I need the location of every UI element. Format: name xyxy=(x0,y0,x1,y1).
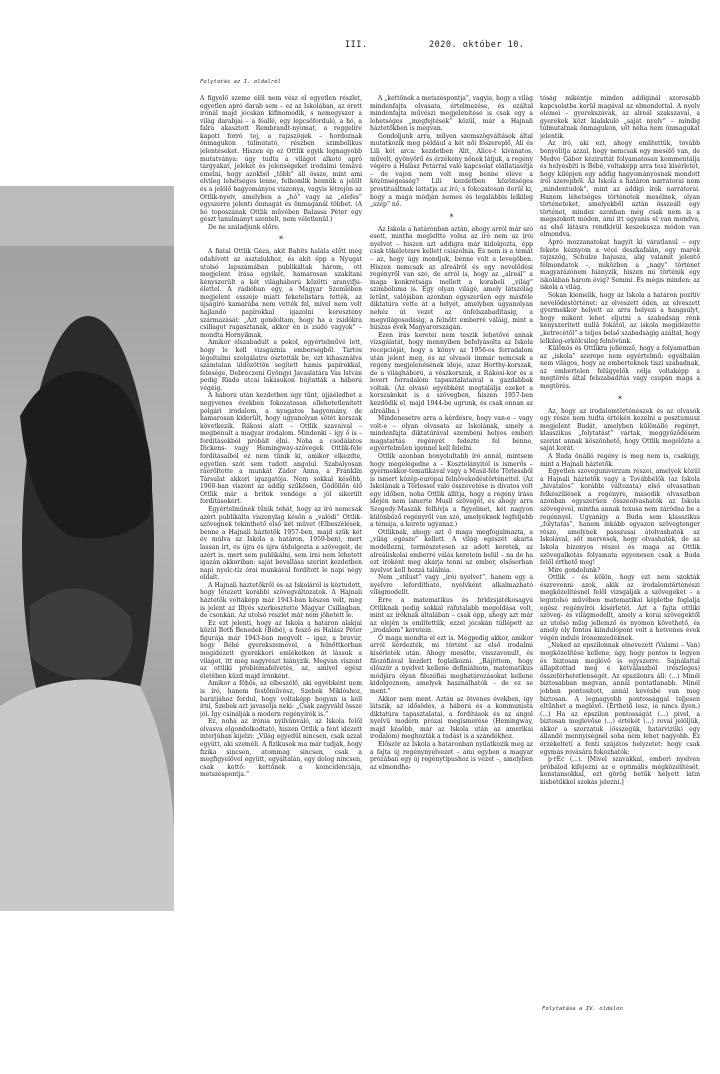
paragraph: Különös és Ottlikra jellemző, hogy a folyamatban az „iskola” szerepe nem egyértelmű: egyáltalán nem világos, hogy az emberteknek tiszi szabadnak, az embertelen felügyelők célja voltaképp a megtörés által felszabadítás vagy csupán maga a megtörés. xyxy=(540,345,700,390)
paragraph: De ne szaladjunk előre. xyxy=(208,223,280,231)
photo-of-person-partial-icon xyxy=(0,186,174,911)
paragraph: A fiatal Ottlik Géza, akit Babits halála előtt még odahívott az asztalukhoz, és akit épp a Nyugat utolsó lapszámában publikáltak három, ott megjelent írása egyikét, hamarosan szakítani kényszerült a két világháború közötti aranyifjú-élettel. A rádióban egy, a Magyar Szemlében megjelent esszéje miatt feketelistára tették, az újságíró kamarába nem vették fel, mivel nem volt hajlandó papírokkal igazolni keresztény származását: „Azt gondoltam, hogy ha a zsidókra csillagot ragasztanak, akkor én is zsidó vagyok” – mondta Hornyiknak. xyxy=(200,248,362,339)
paragraph: p·rÉc (...). [Mivel szavakkal, emberi nyelven próbálod kifejezni az e optimális mégközelítését, konstansokkal, ezt görög betűk helyett latin kisbetűkkel szokás jelezni.] xyxy=(540,756,700,786)
paragraph: Akkor nem ment. Aztán az ötvenes években, így látszik, az idősödés, a háború és a kommunista diktatúra tapasztalatai, a fordítások és az angol nyelvű modern prózai megismerése (Hemingway, majd később, már az Iskola után az amerikai irodalom) meghozták a tudást is a szándékhoz. xyxy=(370,695,533,741)
paragraph: A figyelő szeme elől nem vész el egyetlen részlet, egyetlen apró darab sem – ez az Iskolában, az érett írónál majd jócskán kifinomodik, s nemegyszer a világ darabjai – a fóallé, egy lépcsőforduló, a hó, a falra akasztott Rembrandt-nyomat, a reggelire kapott forró tej, a rajzszögek – hordoznak önmagukon túlmutató, részben szimbolikus jelentéseket. Hiszen ép ez Ottlik egyik legnagyobb mutatványa: úgy tudta a világot alkotó apró tárgyakat, jeleket és jelenségeket irodalmi témává emelni, hogy azokból „több” áll össze, mint ami elvileg lehetséges lenne, felbomlik bennük a jelölt és a jelölő hagyományos viszonya, vagyis létrejön az Ottlik-nyelv, amelyben a „hó” vagy az „elefes” egyszerre jelenti önmagát és önmagánál többet. (A hó toposzának Ottlik művében Balassa Péter egy gészt tanulmányt szentelt, nem véletlenül.) xyxy=(200,95,362,224)
page-header xyxy=(0,40,720,54)
paragraph: A Hajnali háztetőkről és az Iskoláról is köztudott, hogy létezett korábbi szövegváltozatok. A Hajnali háztetők voltaképp már 1943-ban készen volt, meg is jelent az Illyés szerkesztette Magyar Csillagban, de csonkán. Az utolsó részlet már nem jöhetett le. xyxy=(200,581,362,620)
paragraph: Mindenesetre arra a kérdésre, hogy van-e – vagy volt-e – olyan olvasata az Iskolának, amely a mindenfajta diktatúrával szembeni helyes emberi magatartás regényét fedezte fel benne, egyértelműen igennel kell felelni. xyxy=(370,415,533,453)
paragraph: Az Iskola a határonban aztán, ahogy arról már szó esett, mintha megleltte volna az író nem az írói nyelvet – hiszen azt addigra már kidolgozta, épp csak tökéletesre kellett csiszolnia. És nem is a témát – az, hogy úgy mondjuk, benne volt a levegőben. Hiszen nemcsak az alreálról és egy nevelődési regényről van szó, de arról is, hogy az „alreál” a maga konkrétsága mellett a korabeli „világ” szimbóluma is. Egy olyan világé, amely látszólag letűnt, valójában azonban egyszerűen egy másféle diktatúra vette át a helyét, amelyben ugyanolyan nehéz út vezet az önfelszabadításig, a megvilágosodásig, a felnőtt emberré váláig, mint a húszas évek Magyarországán. xyxy=(370,225,533,332)
section-separator: * xyxy=(449,212,454,222)
page-number: III. xyxy=(345,40,368,50)
paragraph: tóság mikéntje minden addiginál szorosabb kapcsolatba kerül magával az elmondottal. A nyelv elemei – gyerekszavak, az alreál szakszavai, a gyerekek közt kialakuló „saját nyelv” – mindig túlmutatnak önmagukon, sőt néha nem önmagukat jelentik. xyxy=(540,95,700,140)
section-separator: * xyxy=(279,235,283,245)
continued-to-note: Folytatása a IV. oldalon xyxy=(542,1006,623,1012)
paragraph: Ottliknak, ahogy azt ő maga megfogalmazta, a „világ egésze” kellett. A világ egészét akarta modellezni, természetesen az adott keretek, az alreáliskolai emberré válás keretein belül – na de ha ezt íróként meg akarja tenni az ember, elsősorban nyelvet kell hozzá találnia. xyxy=(370,528,533,574)
paragraph: Amikor a főhős, az elbeszélő, aki egyébként nem is író, hanem festőművész, Szebek Miklóshoz, barátjához fordul, hogy voltaképp hogyan is kell írni, Szebek azt javasolja neki: „Csak zagyváld össze jól. Így csinálják a modern regényírók is.” xyxy=(200,680,362,718)
paragraph: A háború után kezdetben úgy tűnt, újjáéledhet a negyvenes években fokozatosan ellehetetlenített polgári irodalom, a nyugatos hagyomány, de hamarosan kiderült, hogy ugyanolyan sötét korszak következik. Rákosi alatt – Ottlik szavaival – megbénult a magyar irodalom. Mindenki – így ő is – fordításokból próbált élni. Noha a csodálatos Dickens- vagy Hemingway-szövegek Ottlik-féle fordításaiból ez nem tűnik ki, amikor elkezdte, egyetlen szót sem tudott angolul. Szabályosan ráerőltette a munkát Zádor Anna, a Franklin Társulat akkori igazgatója. Nem sokkal később, 1960-ban viszont az addig szűkösen, Gödöllőn élő Ottlik már a britek vendége a jól sikerült fordításokért. xyxy=(200,392,362,506)
paragraph: Amikor elszabadult a pokol, egyértelművé lett, hogy le kell vizsgáznia emberségből. Tartós légoltalmi szolgálatra osztották be, ezt kihasználva számtalan üldözöttön segített hamis papírokkal, felesége, Debreczeni Gyöngyi Javaslatára Vas István pedig Riado utcai lakásukon bújtatták a háború végéig. xyxy=(200,339,362,392)
paragraph: Erre a matematikus és bridzsjátékosagyú Ottliknak pedig sokkal ráfutalabb megoldása volt, mint az íróknak általában – csak épp, ahogy azt már az elején is említettük, ezzel jócskán túllépett az „irodalom” keretein. xyxy=(370,597,533,635)
paragraph: Az, hogy az irodalomtörténészek és az olvasók egy része nem tudta értékén kezelni a posztumusz megjelent Budát, amelyben különálló regényt, klasszikus „folytatást” vártak, meggyőződésem szerint annak köszönhető, hogy Ottlik megelőzte a saját korát. xyxy=(540,407,700,453)
continued-from-note: Folytatás az I. oldalról xyxy=(200,79,281,85)
paragraph: Apró mozzanatokat hagyit ki váratlanul – egy fekete kéznyom a vécé deszkafalán, egy marék rajzszög, Schulze bajusza, alig valamit jelentő félmondatok –, miközben a „nagy” történet magyarázónem hiányzik, hiszen mi történik egy iskolában három évig? Semmi. És mégis minden: az iskola a világ. xyxy=(540,238,700,292)
issue-date: 2020. október 10. xyxy=(429,40,525,50)
paragraph: A Buda önálló regény is meg nem is, csakúgy, mint a Hajnali háztetők. xyxy=(540,453,700,468)
paragraph: „Neked az epszilonnak elnevezett (Valami – Van) megközelítése kellene, úgy, hogy pontos is legyen és biztosan meglévő is egyszerre. Sajnálattal állapítottad meg e kétválaszból (részleges) összeférhetetlenségét. Az epszilonra áll: (...) Minél biztosabban megvan, annál pontatlanabb. Minél jobban pontosított, annál kevésbé van meg biztosan. A legnagyobb pontossággal teljesen eltűnhet a meglévő. (Érthető lesz, ie nincs ilyen.) (...) Ha az epszilon pontosságát (...) pivel, a biztosan meglevőse (...) értékét (...) rovai jelöljük, akkor a szorzatuk (összegük, határvizük) egy állandó mennyiségnél soha nem lehet nagyobb. Ez érzékeltetí a fenti szájátos helyzetet: hogy csak egymás rovására fokozhatók: xyxy=(540,642,700,756)
paragraph: Ez ezt jelenti, hogy az Iskola a határon alakjai közül Both Benedek (Bébé), a fesző és Halász Péter figurája már 1943-ban megvolt – igaz, a bravúr, hogy Bébé gyerekszemével, a felnőttkorban megidézett gyerekkori emlékeiken át lássuk a világot, itt még nagyrészt hiányzik. Megvan viszont az ottliki problémafelvetés, az, amivel egész életében küzd majd írónként. xyxy=(200,619,362,680)
paragraph: A „kettőnek a metszéspontja”, vagyis, hogy a világ mindenfajta olvasata, értelmezése, és ezáltal mindenfajta művészi megjelenítése is csak egy a lehetséges „megfejtések” közül, már a Hajnali háztetőkben is megvan. xyxy=(370,95,533,133)
article-column-1 xyxy=(200,95,362,1035)
paragraph: Mire gondolunk? xyxy=(548,566,601,574)
paragraph: Egyetlen szóveguniverzum részei, amelyek közül a Hajnali háztetők vagy a Továbbélők (az Iskola „hivatalos” korábbi változata) első olvasatban felkészülések a regényre, második olvasatban azonban egyszerűen összeolvashatók az Iskola szövegével, mintha annak texusa nem záródna be a regénnyel. Ugyanígy a Buda sem klasszikus „folytatás”, hanem inkább egyazon szövegtenger része, amelynek passzusai átolvashatók az Iskolával, sőt mervesek, hogy olvashatók, de az Iskola bizonyos részei és maga az Ottlik szövegalkotás folyamata egyenesen csak a Buda felől érthető meg! xyxy=(540,468,700,567)
paragraph: Először az Iskola a határonban nyilatkozik meg az a fajta új regénynyelvezet – ami egyben a magyar prózában egy új regénytípushoz is vezet –, amelyben az elmondha- xyxy=(370,740,533,771)
paragraph: Nem „stílust” vagy „írói nyelvet”, hanem egy a nyelvre lefordítható, nyelvként alkalmazható világmodellt. xyxy=(370,574,533,597)
paragraph: Ez, noha az irónia nyilvánvaló, az Iskola felől olvasva elgondolkodtató, hiszen Ottlik a fent idézett interjúban kijelzi: „Világ egyedül nincsen, csak azzal együtt, aki személi. A fizikusok ma már tudják, hogy fizika sincsen, atommag sincsen, csak a megfigyelővel együtt, egyáltalán, egy dolog nincsen, csak kettő: kettőnek a koincidenciája, metszéspontja.” xyxy=(200,718,362,779)
paragraph: Ottlik – és kölön, hogy ezt nem szokták észrevenni azok, akik az irodalomtörténészi megközelítésnél felől vizsgálják a szövegeket – a legutolsó művében matematikai képletbe foglalja egész regényírói kísérletét. Azt a fajta ottliki szöveg- és világmodellt, amely a korai szövegektől az utolsó műig jellemző és nyomon követhető, és amely oly fontos kiindulópont volt a hetvenes évek végén induló írónemzedéknek. xyxy=(540,574,700,642)
section-separator: * xyxy=(618,394,622,404)
paragraph: Az író, aki ezt, ahogy említettük, tovább bonyolítja azzal, hogy nemcsak egy mesélő van, de Medve Gábor kézirattát folyamatosan kommentálja és helyesbíti is Bébé, voltaképp arra tesz kísérletet, hogy kilépjen egy addig hagyományosnak mondott írói szerepből. Az Iskola a határon narrátorai nem „mindentudók”, mint az addigi írók narrátorai. Hanem lehetséges történetek mesélnek, olyan történeteket, amelyekből aztán összeáll egy történet, mindez azonban még csak nem is a megszokott módon, ami itt ugyanis el van mondva, az első látásra rendkívül keszekusza módon van elmondva. xyxy=(540,140,700,239)
paragraph: Ezen írás keretei nem teszik lehetővé annak vizsgálatát, hogy mennyiben befolyásolta az Iskola recepcióját, hogy a könyv az 1956-os forradalom után jelent meg, és az olvasói immár nemcsak a regény megjelenésének ideje, azaz Horthy-korszak, de a világháború, a vészkorszak, a Rákosi-kor és a levert forradalom tapasztalataival a gazdabbak voltak. (Az olvasó egyébként megtalálja ezeket a korszakokat is a szövegben, hiszen 1957-ben kezdődik el, majd 1944-be ugrunk, és csak onnan az alreálba.) xyxy=(370,331,533,415)
paragraph: Sokan kiemelik, hogy az Iskola a határon pozitív nevelődéstörténet: az elveszett éden, az elveszett gyermekkor helyett az arra helyezi a hangsúlyt, hogy miként lehet eljutni a szabadság rénk kényszerített nullá fokától, az iskola megidézette „ketrecétől” a teljes belső szabadságig azáltal, hogy lelkileg-erkölcsileg felnövünk. xyxy=(540,292,700,345)
paragraph: Ő maga mondta el ezt is. Mégpedig akkor, amikor arról kérdezték, mi történt az első irodalmi kísérletek után. Ahogy mesélte, visszavonult, és filozófiával kezdett foglalkozni. „Rájöttem, hogy először a nyelvet kellene definiálnom, matematikus módjára olyan filozófiai meghatározásokat kellene kidolgoznom, amelyek használhatók – de ez se ment.” xyxy=(370,634,533,695)
article-column-3 xyxy=(540,95,700,990)
paragraph: Ottlik azonban bonyolultabb író annál, mintsem hogy megelégedne a – Kosztolányitól is ismerős – gyermekkor-tematikával vagy a Musil-féle Törlessből is ismert közép-európai felnövekedéstörténettel. (Az Iskolának a Törlessel való összevetése is divatos volt egy időben, noha Ottlik állítja, hogy a regény írása idején nem ismerte Musil szövegét, és ahogy arra Szegedy-Maszák felhívja a figyelmet, két nagyon különböző regényről van szó, amelyeknek legfeljebb a témája, a kerete ugyanaz.) xyxy=(370,453,533,529)
paragraph: Egyértelműnek tűnik tehát, hogy az író nemcsak azért publikálta viszonylag későn a „valódi” Ottlik-szövegnek tekinthető első két művet (Elbeszélések, benne a Hajnali háztetők 1957-ben, majd szűk két év múlva az Iskola a határon, 1959-ben), mert lassan írt, és újra és újra átdolgozta a szövegeit, de azért is, mert sem publikálni, sem írni nem lehetett igazán akkoriban: saját bevallása szerint kezdetben napi nyolc-tíz órai munkával fordított le napi négy oldalt. xyxy=(200,506,362,582)
person-photo xyxy=(0,186,174,911)
article-column-2 xyxy=(370,95,533,1035)
paragraph: Gondoljunk arra, milyen szemszögváltások által mutatkozik meg például a két női főszereplő, Ali és Lili két arca: kezdetben Alit, Alice-t kívánatos, művelt, gyönyörű és érzékeny nőnek látjuk, a regény végére a Halász Petárral való kapcsolat elállatiasítja – de vajon nem volt meg benne eleve a közönségesség? Lili kezdetben közönséges prostituáltnak láttatja az író, s fokozatosan derül ki, hogy a maga módján nemes és legalábbis lelkileg „szép” nő. xyxy=(370,132,533,209)
